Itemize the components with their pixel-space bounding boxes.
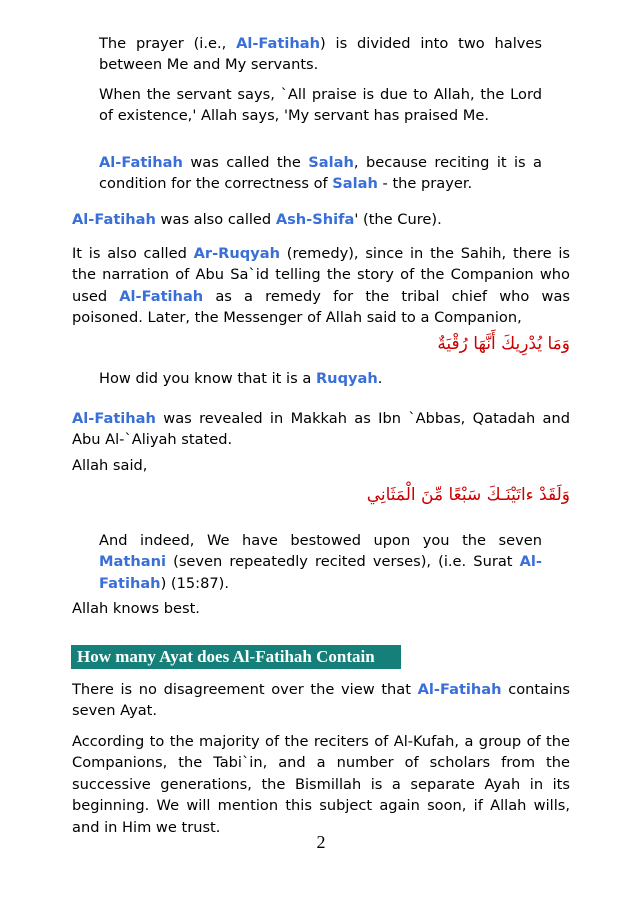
quote-paragraph-4: How did you know that it is a Ruqyah. bbox=[99, 370, 383, 387]
keyword: Al-Fatihah bbox=[99, 154, 183, 171]
paragraph-5: Allah knows best. bbox=[72, 600, 200, 617]
keyword: Ar-Ruqyah bbox=[193, 245, 280, 262]
arabic-quote-1: وَمَا يُدْرِيكَ أَنَّهَا رُقْيَةٌ bbox=[437, 334, 570, 354]
keyword: Salah bbox=[332, 175, 378, 193]
quote-paragraph-2: When the servant says, `All praise is due to Allah, the Lord of existence,' Allah says, 'My servant has praised Me. bbox=[99, 86, 542, 125]
paragraph-1: Al-Fatihah was also called Ash-Shifa' (the Cure). bbox=[72, 211, 442, 228]
keyword: Al-Fatihah bbox=[99, 553, 542, 592]
paragraph-6: There is no disagreement over the view that Al-Fatihah contains seven Ayat. bbox=[72, 681, 570, 720]
paragraph-3: Al-Fatihah was revealed in Makkah as Ibn `Abbas, Qatadah and Abu Al-`Aliyah stated. bbox=[72, 410, 570, 449]
section-heading: How many Ayat does Al-Fatihah Contain bbox=[71, 645, 401, 669]
quote-paragraph-1: The prayer (i.e., Al-Fatihah) is divided into two halves between Me and My servants. bbox=[99, 35, 542, 74]
paragraph-4: Allah said, bbox=[72, 457, 148, 474]
paragraph-2: It is also called Ar-Ruqyah (remedy), since in the Sahih, there is the narration of Abu Sa`id telling the story of the Companion who used Al-Fatihah as a remedy for the tribal chief who was poisoned. Later, the Messenger of Allah said to a Companion, bbox=[72, 245, 570, 327]
keyword: Al-Fatihah bbox=[72, 211, 156, 228]
paragraph-7: According to the majority of the reciters of Al-Kufah, a group of the Companions, the Tabi`in, and a number of scholars from the successive generations, the Bismillah is a separate Ayah in its beginning. We will mention this subject again soon, if Allah wills, and in Him we trust. bbox=[72, 733, 570, 836]
page-number: 2 bbox=[316, 832, 326, 852]
keyword: Salah bbox=[308, 154, 354, 171]
keyword: Al-Fatihah bbox=[417, 681, 502, 698]
keyword: Ash-Shifa bbox=[275, 211, 355, 228]
keyword: Al-Fatihah bbox=[72, 410, 156, 427]
quote-paragraph-3: Al-Fatihah was called the Salah, because reciting it is a condition for the correctness of Salah - the prayer. bbox=[99, 154, 543, 193]
arabic-quote-2: وَلَقَدْ ءاتَيْنَـكَ سَبْعًا مِّنَ الْمَثَانِي bbox=[366, 485, 570, 505]
keyword: Al-Fatihah bbox=[119, 287, 204, 305]
keyword: Ruqyah bbox=[315, 370, 378, 387]
keyword: Al-Fatihah bbox=[236, 35, 320, 52]
quote-paragraph-5: And indeed, We have bestowed upon you the seven Mathani (seven repeatedly recited verses), (i.e. Surat Al-Fatihah) (15:87). bbox=[99, 532, 542, 592]
keyword: Mathani bbox=[99, 553, 166, 571]
